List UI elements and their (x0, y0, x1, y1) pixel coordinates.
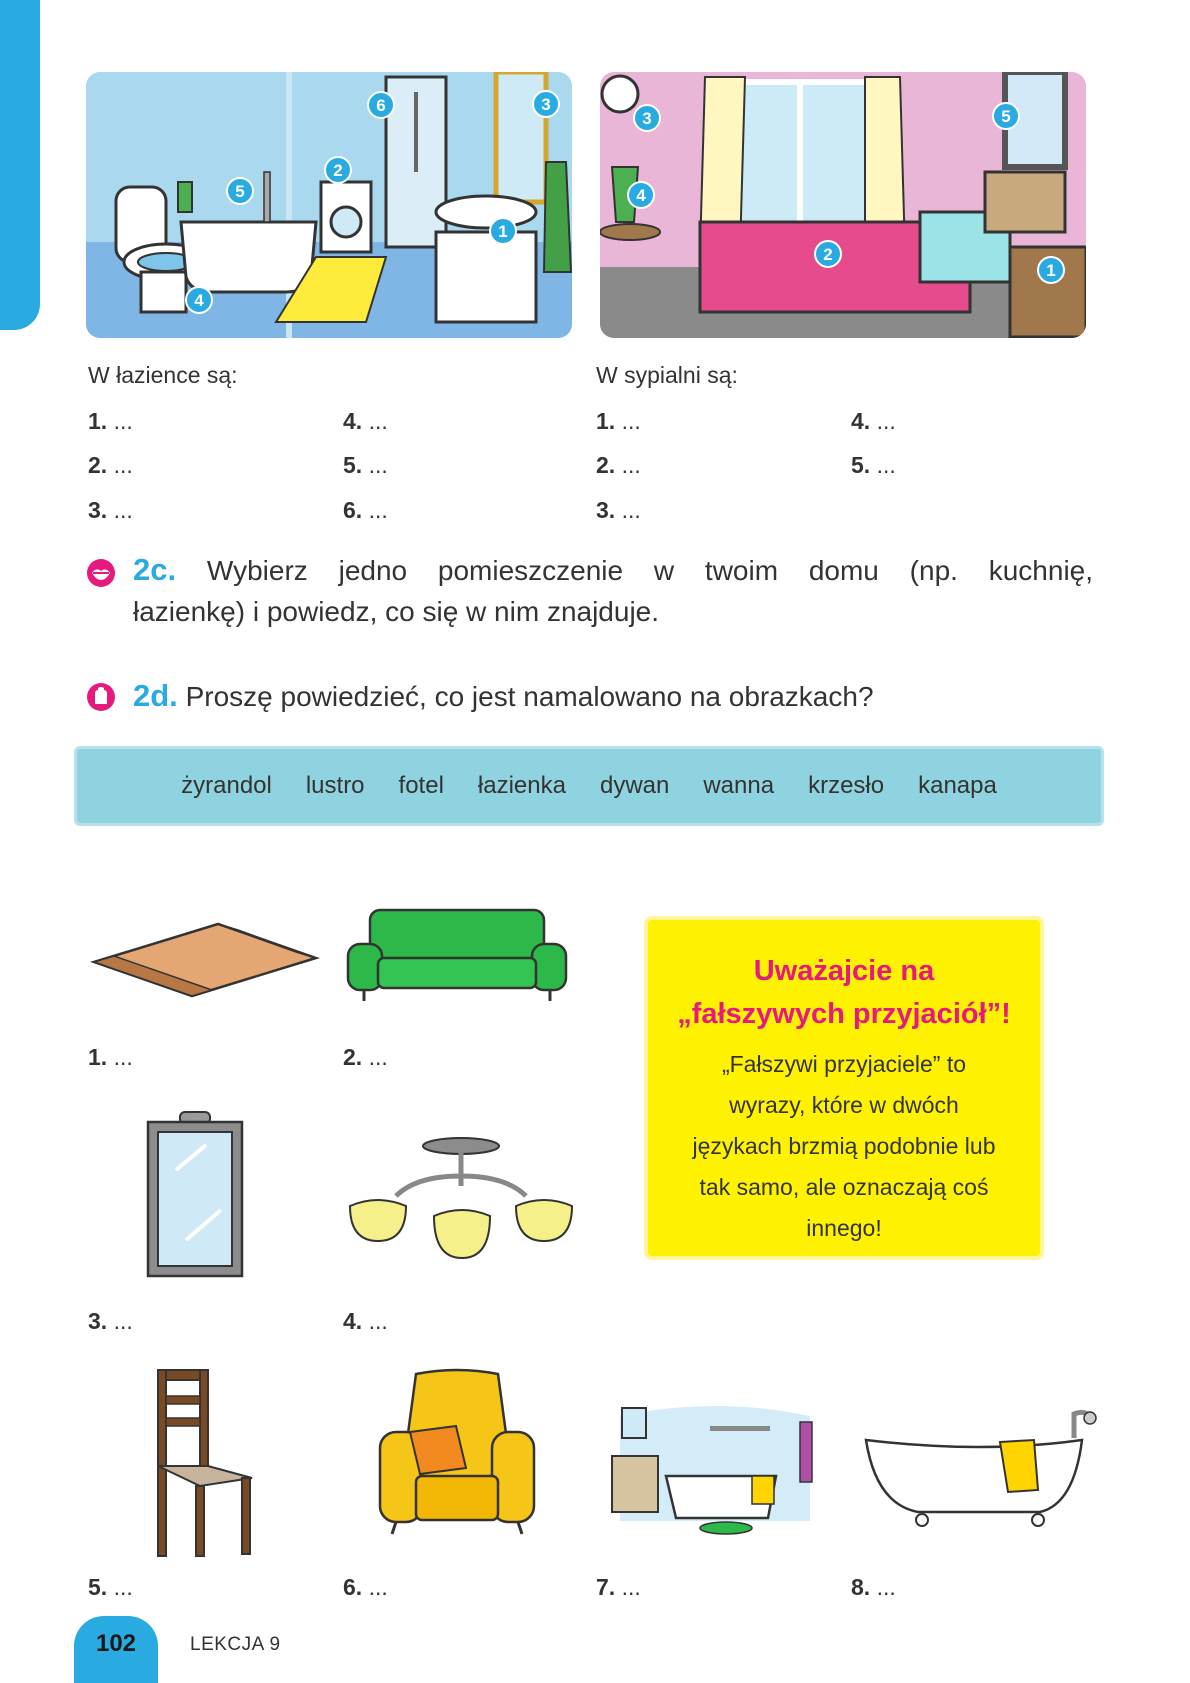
marker-3 (634, 105, 660, 131)
svg-text:5: 5 (1001, 107, 1011, 126)
svg-text:5: 5 (235, 182, 245, 201)
bedroom-answer-4[interactable]: 4. ... (851, 408, 896, 434)
bathroom-answer-1[interactable]: 1. ... (88, 408, 133, 434)
svg-text:2: 2 (333, 161, 343, 180)
armchair-icon (376, 1368, 538, 1536)
marker-5 (993, 103, 1019, 129)
marker-6 (368, 92, 394, 118)
svg-text:3: 3 (541, 95, 551, 114)
bedroom-answer-1[interactable]: 1. ... (596, 408, 641, 434)
side-accent-bar (0, 0, 40, 330)
picture-answer-7[interactable]: 7. ... (596, 1574, 641, 1600)
bedroom-answer-2[interactable]: 2. ... (596, 452, 641, 478)
bedroom-answer-3[interactable]: 3. ... (596, 497, 641, 523)
svg-text:1: 1 (1046, 261, 1056, 280)
hand-icon (86, 682, 116, 712)
word-bank-item: krzesło (808, 772, 885, 799)
bathroom-icon (600, 1396, 830, 1536)
bathroom-answer-3[interactable]: 3. ... (88, 497, 133, 523)
task-2d: 2d. Proszę powiedzieć, co jest namalowano na obrazkach? (133, 678, 874, 713)
rug-icon (88, 918, 322, 1000)
svg-text:4: 4 (636, 186, 646, 205)
chandelier-icon (346, 1136, 576, 1266)
bathtub-icon (862, 1408, 1100, 1530)
picture-answer-1[interactable]: 1. ... (88, 1044, 133, 1070)
note-title: Uważajcie na „fałszywych przyjaciół”! (677, 955, 1011, 1030)
svg-text:2: 2 (823, 245, 833, 264)
picture-answer-8[interactable]: 8. ... (851, 1574, 896, 1600)
svg-text:4: 4 (194, 291, 204, 310)
mirror-icon (146, 1110, 244, 1278)
picture-answer-2[interactable]: 2. ... (343, 1044, 388, 1070)
word-bank-item: fotel (398, 772, 444, 799)
task-2d-number: 2d. (133, 678, 178, 713)
note-body: „Fałszywi przyjaciele” to wyrazy, które w dwóch językach brzmią podobnie lub tak samo, ale oznaczają coś innego! (692, 1051, 996, 1241)
word-bank-item: lustro (305, 772, 365, 799)
word-bank (74, 746, 1104, 826)
picture-answer-6[interactable]: 6. ... (343, 1574, 388, 1600)
marker-1 (1038, 257, 1064, 283)
chair-icon (148, 1366, 254, 1558)
false-friends-note (648, 920, 1040, 1256)
bathroom-answer-5[interactable]: 5. ... (343, 452, 388, 478)
word-bank-item: kanapa (918, 772, 997, 799)
picture-answer-4[interactable]: 4. ... (343, 1308, 388, 1334)
bedroom-markers (600, 72, 1086, 338)
bathroom-answer-6[interactable]: 6. ... (343, 497, 388, 523)
task-2c-number: 2c. (133, 552, 177, 587)
svg-text:1: 1 (498, 222, 508, 241)
bathroom-markers (86, 72, 572, 338)
task-2c-line1: 2c. Wybierz jedno pomieszczenie w twoim domu (np. kuchnię, (133, 552, 1094, 587)
bedroom-answer-5[interactable]: 5. ... (851, 452, 896, 478)
page-number: 102 (95, 1630, 137, 1657)
picture-answer-5[interactable]: 5. ... (88, 1574, 133, 1600)
marker-5 (227, 178, 253, 204)
bathroom-answer-2[interactable]: 2. ... (88, 452, 133, 478)
marker-4 (628, 182, 654, 208)
word-bank-item: wanna (703, 772, 775, 799)
svg-text:6: 6 (376, 96, 386, 115)
sofa-icon (344, 904, 570, 1004)
picture-answer-3[interactable]: 3. ... (88, 1308, 133, 1334)
bathroom-answer-4[interactable]: 4. ... (343, 408, 388, 434)
marker-1 (490, 218, 516, 244)
lesson-label: LEKCJA 9 (190, 1634, 281, 1655)
marker-2 (815, 241, 841, 267)
lips-icon (86, 558, 116, 588)
marker-2 (325, 157, 351, 183)
word-bank-item: łazienka (477, 772, 566, 799)
task-2c-line2: łazienkę) i powiedz, co się w nim znajduje. (133, 596, 660, 627)
svg-text:3: 3 (642, 109, 652, 128)
bedroom-caption: W sypialni są: (596, 362, 738, 388)
word-bank-item: żyrandol (181, 772, 272, 799)
word-bank-item: dywan (599, 772, 670, 799)
bathroom-caption: W łazience są: (88, 362, 238, 388)
marker-3 (533, 91, 559, 117)
marker-4 (186, 287, 212, 313)
